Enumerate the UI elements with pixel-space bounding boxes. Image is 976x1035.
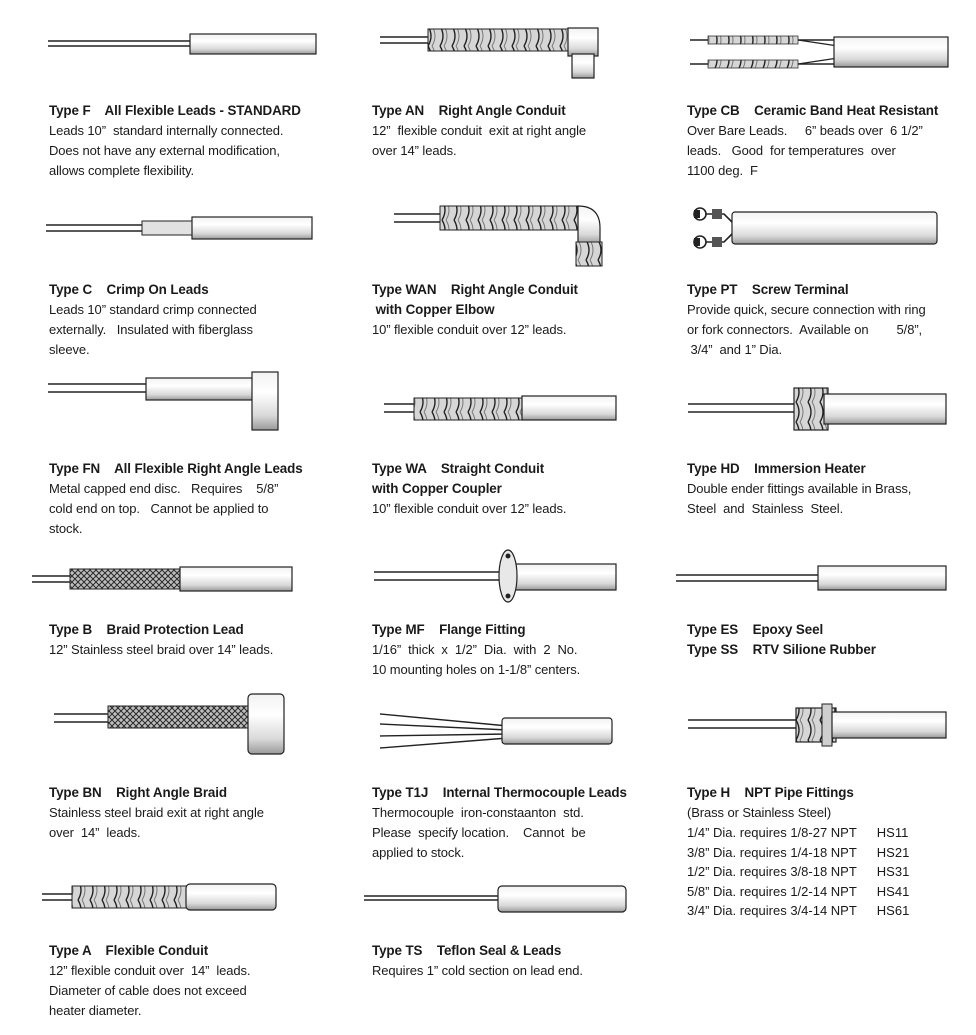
- type-c-illustration: [42, 213, 322, 245]
- type-c-desc: Leads 10” standard crimp connected externally. Insulated with fiberglass sleeve.: [49, 302, 257, 357]
- type-an-title: Type AN Right Angle Conduit: [372, 103, 566, 118]
- type-ts-illustration: [362, 882, 632, 916]
- type-t1j-title: Type T1J Internal Thermocouple Leads: [372, 785, 627, 800]
- type-a-illustration: [40, 880, 280, 914]
- type-fn-desc: Metal capped end disc. Requires 5/8” cold end on top. Cannot be applied to stock.: [49, 481, 279, 536]
- type-h-title: Type H NPT Pipe Fittings: [687, 785, 854, 800]
- type-ts-desc: Requires 1” cold section on lead end.: [372, 963, 583, 978]
- type-fn-title: Type FN All Flexible Right Angle Leads: [49, 461, 303, 476]
- table-row: 1/4” Dia. requires 1/8-27 NPT HS11: [687, 825, 909, 840]
- type-f-desc: Leads 10” standard internally connected. Does not have any external modification, allows complete flexibility.: [49, 123, 284, 178]
- type-a-title: Type A Flexible Conduit: [49, 943, 209, 958]
- type-ss-title: Type SS RTV Silione Rubber: [687, 642, 876, 657]
- type-pt-title: Type PT Screw Terminal: [687, 282, 849, 297]
- type-bn-illustration: [52, 690, 292, 756]
- type-wa-illustration: [382, 392, 622, 426]
- type-cb-illustration: [688, 30, 958, 76]
- type-fn-illustration: [46, 368, 286, 432]
- type-wan-illustration: [392, 200, 612, 270]
- type-an-desc: 12” flexible conduit exit at right angle over 14” leads.: [372, 123, 587, 158]
- type-a-desc: 12” flexible conduit over 14” leads. Diameter of cable does not exceed heater diameter.: [49, 963, 251, 1018]
- type-es-illustration: [674, 563, 952, 593]
- type-wa-desc: 10” flexible conduit over 12” leads.: [372, 501, 567, 516]
- type-b-title: Type B Braid Protection Lead: [49, 622, 244, 637]
- type-bn-desc: Stainless steel braid exit at right angle over 14” leads.: [49, 805, 264, 840]
- type-hd-illustration: [686, 382, 952, 436]
- type-wan-title-2: with Copper Elbow: [372, 302, 495, 317]
- type-b-desc: 12” Stainless steel braid over 14” leads.: [49, 642, 274, 657]
- type-h-illustration: [686, 700, 952, 750]
- type-f-illustration: [40, 30, 320, 60]
- type-cb-desc: Over Bare Leads. 6” beads over 6 1/2” leads. Good for temperatures over 1100 deg. F: [687, 123, 923, 178]
- type-pt-desc: Provide quick, secure connection with ring or fork connectors. Available on 5/8”, 3/4” and 1” Dia.: [687, 302, 926, 357]
- type-pt-illustration: [688, 202, 948, 258]
- type-bn-title: Type BN Right Angle Braid: [49, 785, 227, 800]
- npt-fitting-table: [687, 823, 909, 921]
- type-hd-title: Type HD Immersion Heater: [687, 461, 866, 476]
- type-b-illustration: [30, 564, 300, 596]
- type-wa-title: Type WA Straight Conduit: [372, 461, 545, 476]
- type-hd-desc: Double ender fittings available in Brass, Steel and Stainless Steel.: [687, 481, 912, 516]
- type-mf-title: Type MF Flange Fitting: [372, 622, 526, 637]
- type-es-title: Type ES Epoxy Seel: [687, 622, 824, 637]
- table-row: 1/2” Dia. requires 3/8-18 NPT HS31: [687, 864, 910, 879]
- type-wa-title-2: with Copper Coupler: [372, 481, 502, 496]
- type-mf-desc: 1/16” thick x 1/2” Dia. with 2 No. 10 mounting holes on 1-1/8” centers.: [372, 642, 581, 677]
- type-wan-title: Type WAN Right Angle Conduit: [372, 282, 578, 297]
- type-mf-illustration: [372, 548, 622, 608]
- type-t1j-illustration: [378, 710, 618, 756]
- type-cb-title: Type CB Ceramic Band Heat Resistant: [687, 103, 939, 118]
- type-h-desc: (Brass or Stainless Steel): [687, 805, 832, 820]
- type-ts-title: Type TS Teflon Seal & Leads: [372, 943, 562, 958]
- table-row: 3/8” Dia. requires 1/4-18 NPT HS21: [687, 844, 910, 860]
- table-row: 3/4” Dia. requires 3/4-14 NPT HS61: [687, 903, 910, 918]
- type-an-illustration: [378, 26, 608, 86]
- table-row: 5/8” Dia. requires 1/2-14 NPT HS41: [687, 883, 910, 899]
- type-t1j-desc: Thermocouple iron-constaanton std. Please specify location. Cannot be applied to stock.: [372, 805, 586, 860]
- type-f-title: Type F All Flexible Leads - STANDARD: [49, 103, 301, 118]
- type-c-title: Type C Crimp On Leads: [49, 282, 209, 297]
- type-wan-desc: 10” flexible conduit over 12” leads.: [372, 322, 567, 337]
